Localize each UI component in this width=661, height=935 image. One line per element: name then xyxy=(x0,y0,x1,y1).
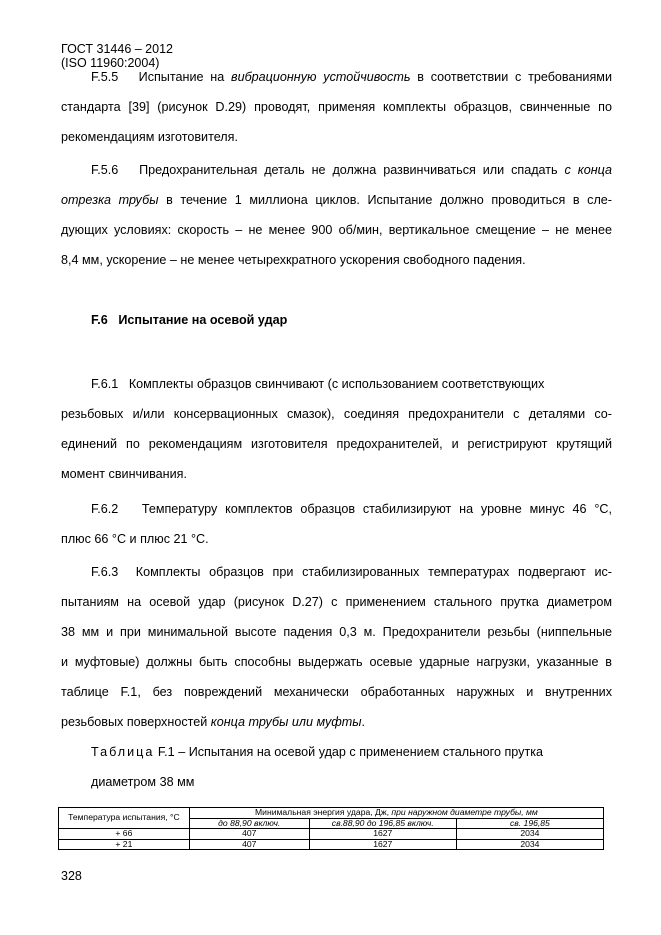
paragraph-f55-line1: F.5.5 Испытание на вибрационную устойчивость в соответствии с требованиями xyxy=(91,70,612,84)
paragraph-f56-line3: дующих условиях: скорость – не менее 900 об/мин, вертикальное смещение – не менее xyxy=(61,223,612,237)
diameter-subheader: св.88,90 до 196,85 включ. xyxy=(309,818,456,829)
section-number: F.6 xyxy=(91,313,108,327)
paragraph-f61-line4: момент свинчивания. xyxy=(61,467,187,481)
table-cell: 407 xyxy=(189,829,309,840)
paragraph-f61 xyxy=(61,369,612,489)
table-header-row xyxy=(59,808,604,819)
table-cell-temp: + 66 xyxy=(59,829,190,840)
clause-number: F.6.1 xyxy=(91,377,119,391)
emphasis: с конца xyxy=(564,163,612,177)
paragraph-f62-line1: F.6.2 Температуру комплектов образцов стабилизируют на уровне минус 46 °С, xyxy=(91,502,612,516)
iso-reference: (ISO 11960:2004) xyxy=(61,56,160,70)
paragraph-f61-line3: единений по рекомендациям изготовителя предохранителей, и регистрируют крутящий xyxy=(61,437,612,451)
table-caption-line2: диаметром 38 мм xyxy=(91,775,195,789)
table-caption-text: F.1 – Испытания на осевой удар с применением стального прутка xyxy=(154,745,544,759)
paragraph-f61-line2: резьбовых и/или консервационных смазок), соединяя предохранители с деталями со- xyxy=(61,407,612,421)
table-caption xyxy=(91,737,543,767)
paragraph-f63-line4: и муфтовые) должны быть способны выдержать осевые ударные нагрузки, указанные в xyxy=(61,655,612,669)
clause-number: F.5.6 xyxy=(91,163,119,177)
paragraph-f63-line2: пытаниям на осевой удар (рисунок D.27) с применением стального прутка диаметром xyxy=(61,595,612,609)
page-number: 328 xyxy=(61,869,82,883)
table-cell: 407 xyxy=(189,839,309,850)
paragraph-f56-line4: 8,4 мм, ускорение – не менее четырехкратного ускорения свободного падения. xyxy=(61,253,526,267)
paragraph-f63-line3: 38 мм и при минимальной высоте падения 0,3 м. Предохранители резьбы (ниппельные xyxy=(61,625,612,639)
diameter-subheader: до 88,90 включ. xyxy=(189,818,309,829)
paragraph-f63-line1: F.6.3 Комплекты образцов при стабилизированных температурах подвергают ис- xyxy=(91,565,612,579)
section-heading: Испытание на осевой удар xyxy=(118,313,288,327)
table-row xyxy=(59,839,604,850)
emphasis: отрезка трубы xyxy=(61,193,159,207)
temperature-header: Температура испытания, °С xyxy=(59,808,190,829)
table-row xyxy=(59,829,604,840)
paragraph-f56 xyxy=(61,155,612,275)
table-cell: 2034 xyxy=(456,829,603,840)
paragraph-f55 xyxy=(61,62,612,152)
paragraph-f63 xyxy=(61,557,612,737)
paragraph-f62-line2: плюс 66 °С и плюс 21 °С. xyxy=(61,532,209,546)
clause-number: F.6.3 xyxy=(91,565,119,579)
paragraph-f55-line2: стандарта [39] (рисунок D.29) проводят, применяя комплекты образцов, свинченные по xyxy=(61,100,612,114)
diameter-subheader: св. 196,85 xyxy=(456,818,603,829)
table-cell-temp: + 21 xyxy=(59,839,190,850)
clause-number: F.5.5 xyxy=(91,70,119,84)
emphasis: вибрационную устойчивость xyxy=(231,70,411,84)
emphasis: конца трубы или муфты xyxy=(210,715,362,729)
paragraph-f63-line5: таблице F.1, без повреждений механически обработанных наружных и внутренних xyxy=(61,685,612,699)
table-cell: 1627 xyxy=(309,829,456,840)
standard-number: ГОСТ 31446 – 2012 xyxy=(61,42,173,56)
section-title-f6 xyxy=(91,313,287,327)
table-cell: 1627 xyxy=(309,839,456,850)
paragraph-f56-line2: отрезка трубы в течение 1 миллиона циклов. Испытание должно проводиться в сле- xyxy=(61,193,612,207)
table-cell: 2034 xyxy=(456,839,603,850)
paragraph-f62 xyxy=(61,494,612,554)
impact-energy-table xyxy=(58,807,604,850)
paragraph-f61-line1: F.6.1 Комплекты образцов свинчивают (с использованием соответствующих xyxy=(91,377,545,391)
energy-group-header: Минимальная энергия удара, Дж, при наружном диаметре трубы, мм xyxy=(189,808,603,819)
paragraph-f56-line1: F.5.6 Предохранительная деталь не должна развинчиваться или спадать с конца xyxy=(91,163,612,177)
table-caption-word: Таблица xyxy=(91,745,155,759)
paragraph-f63-line6: резьбовых поверхностей конца трубы или муфты. xyxy=(61,715,366,729)
paragraph-f55-line3: рекомендациям изготовителя. xyxy=(61,130,238,144)
clause-number: F.6.2 xyxy=(91,502,119,516)
